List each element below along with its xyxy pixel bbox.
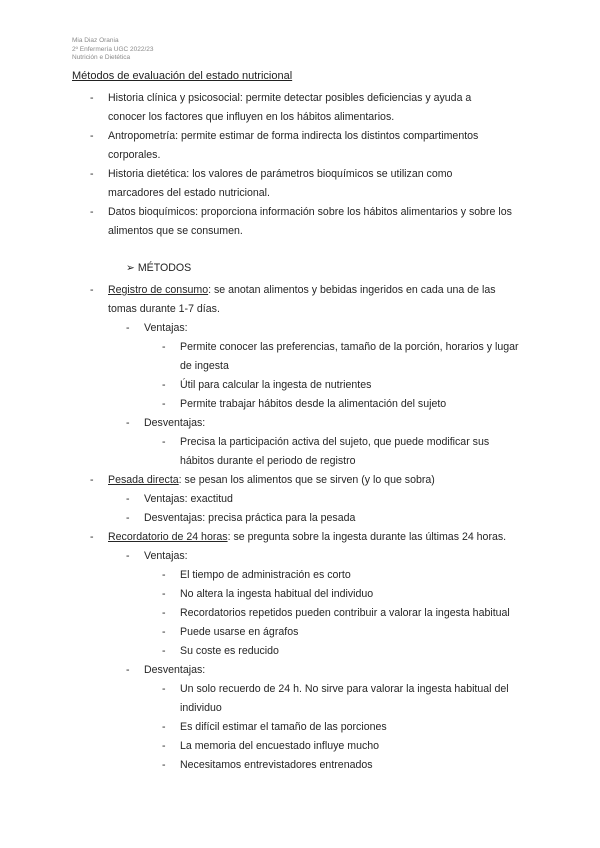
- list-item: - Un solo recuerdo de 24 h. No sirve para valorar la ingesta habitual del individuo: [162, 683, 509, 715]
- list-item: - Historia dietética: los valores de parámetros bioquímicos se utilizan como marcadores del estado nutricional.: [90, 165, 510, 203]
- document-header: [72, 37, 154, 63]
- method-label: Registro de consumo: [108, 284, 209, 296]
- ventajas-heading: - Ventajas:: [126, 322, 188, 334]
- list-item: - Su coste es reducido: [162, 645, 279, 657]
- method-registro: - Registro de consumo: se anotan alimentos y bebidas ingeridos en cada una de las tomas durante 1-7 días.: [90, 284, 496, 316]
- list-item: - Es difícil estimar el tamaño de las porciones: [162, 721, 387, 733]
- method-description: : se anotan alimentos y bebidas ingeridos en cada una de las tomas durante 1-7 días.: [108, 284, 496, 316]
- desventajas-heading: - Desventajas:: [126, 664, 206, 676]
- list-item: - Permite trabajar hábitos desde la alimentación del sujeto: [162, 398, 447, 410]
- author-line: Mia Diaz Orania: [72, 37, 119, 44]
- list-item: - Útil para calcular la ingesta de nutrientes: [162, 379, 372, 391]
- list-item: - Permite conocer las preferencias, tamaño de la porción, horarios y lugar de ingesta: [162, 341, 519, 373]
- list-item: - Antropometría: permite estimar de forma indirecta los distintos compartimentos corporales.: [90, 127, 510, 165]
- list-item: - Historia clínica y psicosocial: permite detectar posibles deficiencias y ayuda a conocer los factores que influyen en los hábitos alimentarios.: [90, 89, 510, 127]
- method-recordatorio: - Recordatorio de 24 horas: se pregunta sobre la ingesta durante las últimas 24 horas.: [90, 531, 507, 543]
- list-item: - Desventajas: precisa práctica para la pesada: [126, 512, 356, 524]
- list-item-text: Datos bioquímicos: proporciona información sobre los hábitos alimentarios y sobre los alimentos que se consumen.: [108, 206, 512, 238]
- method-description: : se pregunta sobre la ingesta durante las últimas 24 horas.: [227, 531, 507, 543]
- list-item-text: Historia dietética: los valores de parámetros bioquímicos se utilizan como marcadores del estado nutricional.: [108, 168, 453, 200]
- list-item: - La memoria del encuestado influye mucho: [162, 740, 380, 752]
- desventajas-heading: - Desventajas:: [126, 417, 206, 429]
- method-label: Pesada directa: [108, 474, 179, 486]
- list-item: - El tiempo de administración es corto: [162, 569, 351, 581]
- list-item: - Recordatorios repetidos pueden contribuir a valorar la ingesta habitual: [162, 607, 510, 619]
- list-item-text: Historia clínica y psicosocial: permite detectar posibles deficiencias y ayuda a conocer los factores que influyen en los hábitos alimentarios.: [108, 92, 472, 124]
- page-title: Métodos de evaluación del estado nutricional: [72, 70, 293, 82]
- method-description: : se pesan los alimentos que se sirven (y lo que sobra): [178, 474, 435, 486]
- list-item: - Puede usarse en ágrafos: [162, 626, 299, 638]
- list-item: - Necesitamos entrevistadores entrenados: [162, 759, 373, 771]
- method-pesada: - Pesada directa: se pesan los alimentos que se sirven (y lo que sobra): [90, 474, 435, 486]
- list-item: - Ventajas: exactitud: [126, 493, 233, 505]
- methods-heading: ➢ MÉTODOS: [126, 262, 192, 274]
- list-item: - Datos bioquímicos: proporciona información sobre los hábitos alimentarios y sobre los alimentos que se consumen.: [90, 203, 520, 241]
- subject-line: Nutrición e Dietética: [72, 54, 131, 62]
- list-item-text: Antropometría: permite estimar de forma indirecta los distintos compartimentos corporales.: [108, 130, 479, 162]
- list-item: - No altera la ingesta habitual del individuo: [162, 588, 374, 600]
- list-item: - Precisa la participación activa del sujeto, que puede modificar sus hábitos durante el periodo de registro: [162, 436, 490, 468]
- ventajas-heading: - Ventajas:: [126, 550, 188, 562]
- course-line: 2º Enfermería UGC 2022/23: [72, 45, 154, 53]
- method-label: Recordatorio de 24 horas: [108, 531, 228, 543]
